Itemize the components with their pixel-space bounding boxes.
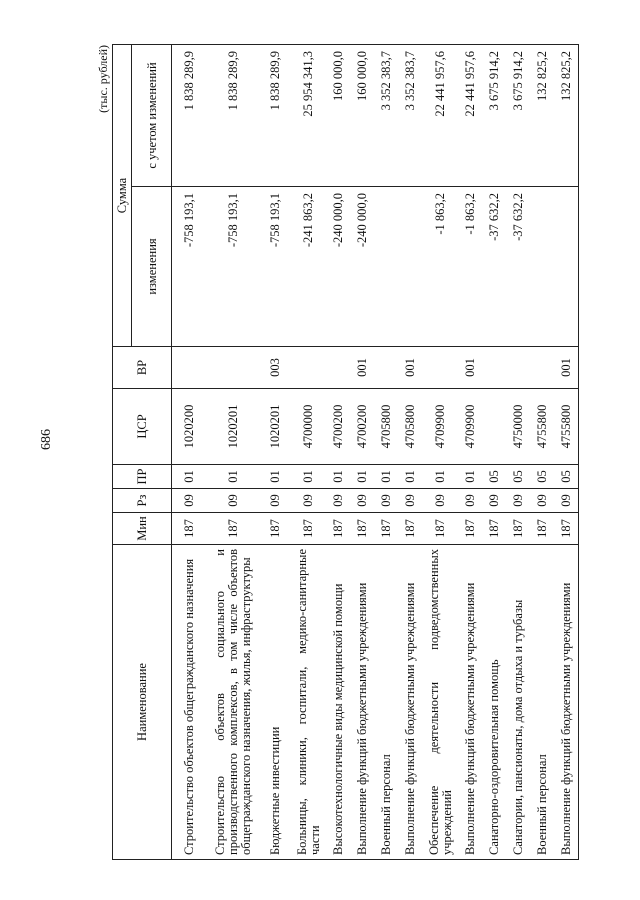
row-pr: 01 <box>399 465 423 489</box>
row-change <box>399 187 423 347</box>
row-csr: 4709900 <box>423 389 459 465</box>
row-pr: 05 <box>507 465 531 489</box>
row-total: 22 441 957,6 <box>459 45 483 187</box>
row-total: 1 838 289,9 <box>172 45 207 187</box>
header-csr: ЦСР <box>113 389 172 465</box>
table-row <box>399 45 423 860</box>
table-row <box>459 45 483 860</box>
row-total: 160 000,0 <box>351 45 375 187</box>
row-name: Бюджетные инвестиции <box>261 545 291 860</box>
row-change: -37 632,2 <box>507 187 531 347</box>
row-vr: 003 <box>261 347 291 389</box>
row-vr <box>507 347 531 389</box>
row-vr: 001 <box>459 347 483 389</box>
row-csr: 4705800 <box>375 389 399 465</box>
row-rz: 09 <box>172 489 207 513</box>
row-rz: 09 <box>207 489 261 513</box>
row-name: Больницы, клиники, госпитали, медико-санитарные части <box>291 545 327 860</box>
row-min: 187 <box>291 513 327 545</box>
row-vr <box>483 347 507 389</box>
row-rz: 09 <box>399 489 423 513</box>
row-min: 187 <box>261 513 291 545</box>
row-change <box>531 187 555 347</box>
row-vr <box>423 347 459 389</box>
row-min: 187 <box>399 513 423 545</box>
table-row <box>375 45 399 860</box>
row-csr <box>483 389 507 465</box>
row-pr: 01 <box>172 465 207 489</box>
table-row <box>327 45 351 860</box>
table-row <box>207 45 261 860</box>
row-min: 187 <box>375 513 399 545</box>
row-pr: 01 <box>327 465 351 489</box>
row-name: Санаторно-оздоровительная помощь <box>483 545 507 860</box>
table-row <box>507 45 531 860</box>
table-row <box>483 45 507 860</box>
row-name: Выполнение функций бюджетными учреждениями <box>351 545 375 860</box>
row-rz: 09 <box>261 489 291 513</box>
header-change: изменения <box>132 187 172 347</box>
row-change: -240 000,0 <box>327 187 351 347</box>
row-total: 1 838 289,9 <box>261 45 291 187</box>
row-rz: 09 <box>507 489 531 513</box>
row-change: -37 632,2 <box>483 187 507 347</box>
header-vr: ВР <box>113 347 172 389</box>
row-pr: 01 <box>459 465 483 489</box>
row-total: 25 954 341,3 <box>291 45 327 187</box>
table-row <box>423 45 459 860</box>
row-rz: 09 <box>423 489 459 513</box>
row-name: Строительство объектов общегражданского назначения <box>172 545 207 860</box>
row-min: 187 <box>327 513 351 545</box>
row-change: -1 863,2 <box>459 187 483 347</box>
row-pr: 01 <box>207 465 261 489</box>
row-rz: 09 <box>327 489 351 513</box>
row-rz: 09 <box>531 489 555 513</box>
row-csr: 4700200 <box>327 389 351 465</box>
row-min: 187 <box>351 513 375 545</box>
header-name: Наименование <box>113 545 172 860</box>
row-change: -758 193,1 <box>207 187 261 347</box>
row-pr: 01 <box>261 465 291 489</box>
row-total: 160 000,0 <box>327 45 351 187</box>
budget-table <box>112 44 579 860</box>
row-pr: 01 <box>291 465 327 489</box>
row-min: 187 <box>531 513 555 545</box>
row-csr: 4709900 <box>459 389 483 465</box>
table-row <box>261 45 291 860</box>
row-min: 187 <box>507 513 531 545</box>
row-change: -240 000,0 <box>351 187 375 347</box>
row-min: 187 <box>423 513 459 545</box>
row-change: -758 193,1 <box>172 187 207 347</box>
row-name: Санатории, пансионаты, дома отдыха и турбазы <box>507 545 531 860</box>
row-pr: 05 <box>555 465 579 489</box>
row-total: 3 352 383,7 <box>375 45 399 187</box>
header-sum: Сумма <box>113 45 132 347</box>
row-name: Выполнение функций бюджетными учреждениями <box>555 545 579 860</box>
row-csr: 4705800 <box>399 389 423 465</box>
header-min: Мин <box>113 513 172 545</box>
row-change: -241 863,2 <box>291 187 327 347</box>
row-total: 132 825,2 <box>531 45 555 187</box>
row-vr: 001 <box>555 347 579 389</box>
row-rz: 09 <box>483 489 507 513</box>
row-total: 3 675 914,2 <box>483 45 507 187</box>
row-total: 3 675 914,2 <box>507 45 531 187</box>
row-csr: 4755800 <box>531 389 555 465</box>
header-rz: Рз <box>113 489 172 513</box>
row-min: 187 <box>172 513 207 545</box>
row-vr <box>375 347 399 389</box>
row-vr <box>291 347 327 389</box>
row-name: Высокотехнологичные виды медицинской помощи <box>327 545 351 860</box>
table-row <box>351 45 375 860</box>
row-pr: 01 <box>351 465 375 489</box>
row-min: 187 <box>207 513 261 545</box>
row-csr: 4700200 <box>351 389 375 465</box>
row-vr: 001 <box>399 347 423 389</box>
row-pr: 01 <box>375 465 399 489</box>
row-total: 3 352 383,7 <box>399 45 423 187</box>
row-change: -1 863,2 <box>423 187 459 347</box>
row-vr: 001 <box>351 347 375 389</box>
row-min: 187 <box>483 513 507 545</box>
row-pr: 05 <box>531 465 555 489</box>
table-row <box>172 45 207 860</box>
row-change: -758 193,1 <box>261 187 291 347</box>
row-rz: 09 <box>351 489 375 513</box>
table-row <box>291 45 327 860</box>
table-row <box>531 45 555 860</box>
row-rz: 09 <box>291 489 327 513</box>
row-name: Строительство объектов социального и производственного комплексов, в том числе объектов общегражданского назначения, жилья, инфраструктуры <box>207 545 261 860</box>
row-vr <box>207 347 261 389</box>
row-rz: 09 <box>459 489 483 513</box>
row-csr: 4755800 <box>555 389 579 465</box>
row-csr: 1020201 <box>207 389 261 465</box>
row-total: 132 825,2 <box>555 45 579 187</box>
header-total: с учетом изменений <box>132 45 172 187</box>
row-csr: 4700000 <box>291 389 327 465</box>
row-name: Выполнение функций бюджетными учреждениями <box>459 545 483 860</box>
row-vr <box>531 347 555 389</box>
row-rz: 09 <box>555 489 579 513</box>
row-csr: 4750000 <box>507 389 531 465</box>
row-csr: 1020201 <box>261 389 291 465</box>
row-min: 187 <box>555 513 579 545</box>
header-pr: ПР <box>113 465 172 489</box>
row-min: 187 <box>459 513 483 545</box>
unit-note: (тыс. рублей) <box>96 45 110 113</box>
row-name: Выполнение функций бюджетными учреждениями <box>399 545 423 860</box>
row-name: Военный персонал <box>531 545 555 860</box>
rotated-table-area <box>96 45 576 860</box>
row-vr <box>327 347 351 389</box>
row-change <box>375 187 399 347</box>
row-name: Обеспечение деятельности подведомственных учреждений <box>423 545 459 860</box>
row-total: 1 838 289,9 <box>207 45 261 187</box>
row-total: 22 441 957,6 <box>423 45 459 187</box>
row-rz: 09 <box>375 489 399 513</box>
row-pr: 01 <box>423 465 459 489</box>
row-csr: 1020200 <box>172 389 207 465</box>
row-name: Военный персонал <box>375 545 399 860</box>
row-change <box>555 187 579 347</box>
table-row <box>555 45 579 860</box>
row-vr <box>172 347 207 389</box>
row-pr: 05 <box>483 465 507 489</box>
page-number: 686 <box>39 429 54 450</box>
